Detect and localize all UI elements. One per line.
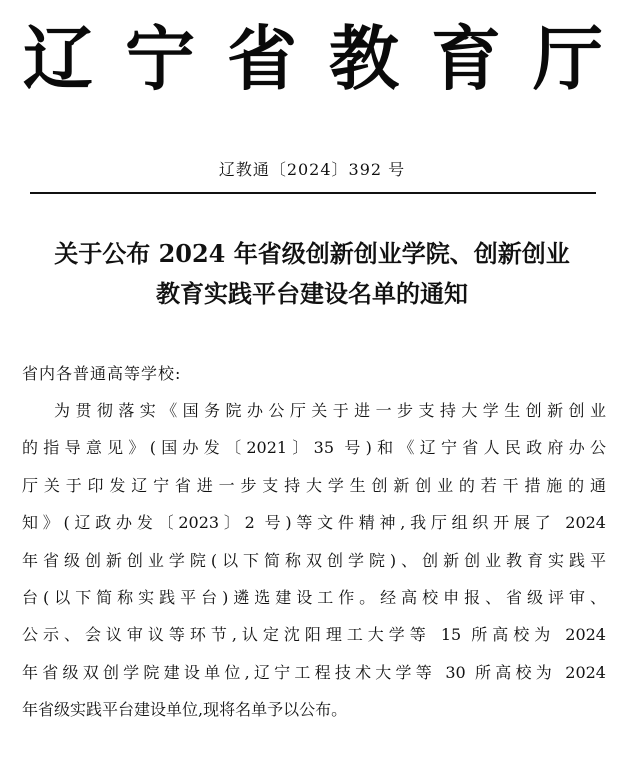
header-char: 宁 xyxy=(125,17,195,100)
header-divider xyxy=(30,192,596,194)
body-line: 年省级双创学院建设单位,辽宁工程技术大学等 30 所高校为 2024 xyxy=(22,662,606,682)
body-line: 年省级实践平台建设单位,现将名单予以公布。 xyxy=(22,700,348,720)
issuing-authority-header xyxy=(18,14,608,104)
title-line: 关于公布 2024 年省级创新创业学院、创新创业 xyxy=(54,239,570,268)
title-line: 教育实践平台建设名单的通知 xyxy=(156,279,468,308)
body-line: 年省级创新创业学院(以下简称双创学院)、创新创业教育实践平 xyxy=(22,550,606,570)
body-line: 厅关于印发辽宁省进一步支持大学生创新创业的若干措施的通 xyxy=(22,475,606,495)
header-char: 省 xyxy=(227,17,297,100)
document-number: 辽教通〔2024〕392 号 xyxy=(218,160,406,179)
header-char: 教 xyxy=(329,17,399,100)
header-char: 育 xyxy=(431,17,501,100)
header-char: 厅 xyxy=(533,17,603,100)
body-line: 的指导意见》(国办发〔2021〕35 号)和《辽宁省人民政府办公 xyxy=(22,438,606,458)
body-line: 为贯彻落实《国务院办公厅关于进一步支持大学生创新创业 xyxy=(54,401,606,420)
addressee: 省内各普通高等学校: xyxy=(22,364,182,383)
document-title xyxy=(0,234,624,314)
body-line: 公示、会议审议等环节,认定沈阳理工大学等 15 所高校为 2024 xyxy=(22,625,606,645)
body-line: 台(以下简称实践平台)遴选建设工作。经高校申报、省级评审、 xyxy=(22,587,606,607)
body-line: 知》(辽政办发〔2023〕2 号)等文件精神,我厅组织开展了 2024 xyxy=(22,513,606,533)
header-char: 辽 xyxy=(23,17,93,100)
body-paragraph xyxy=(22,392,606,729)
